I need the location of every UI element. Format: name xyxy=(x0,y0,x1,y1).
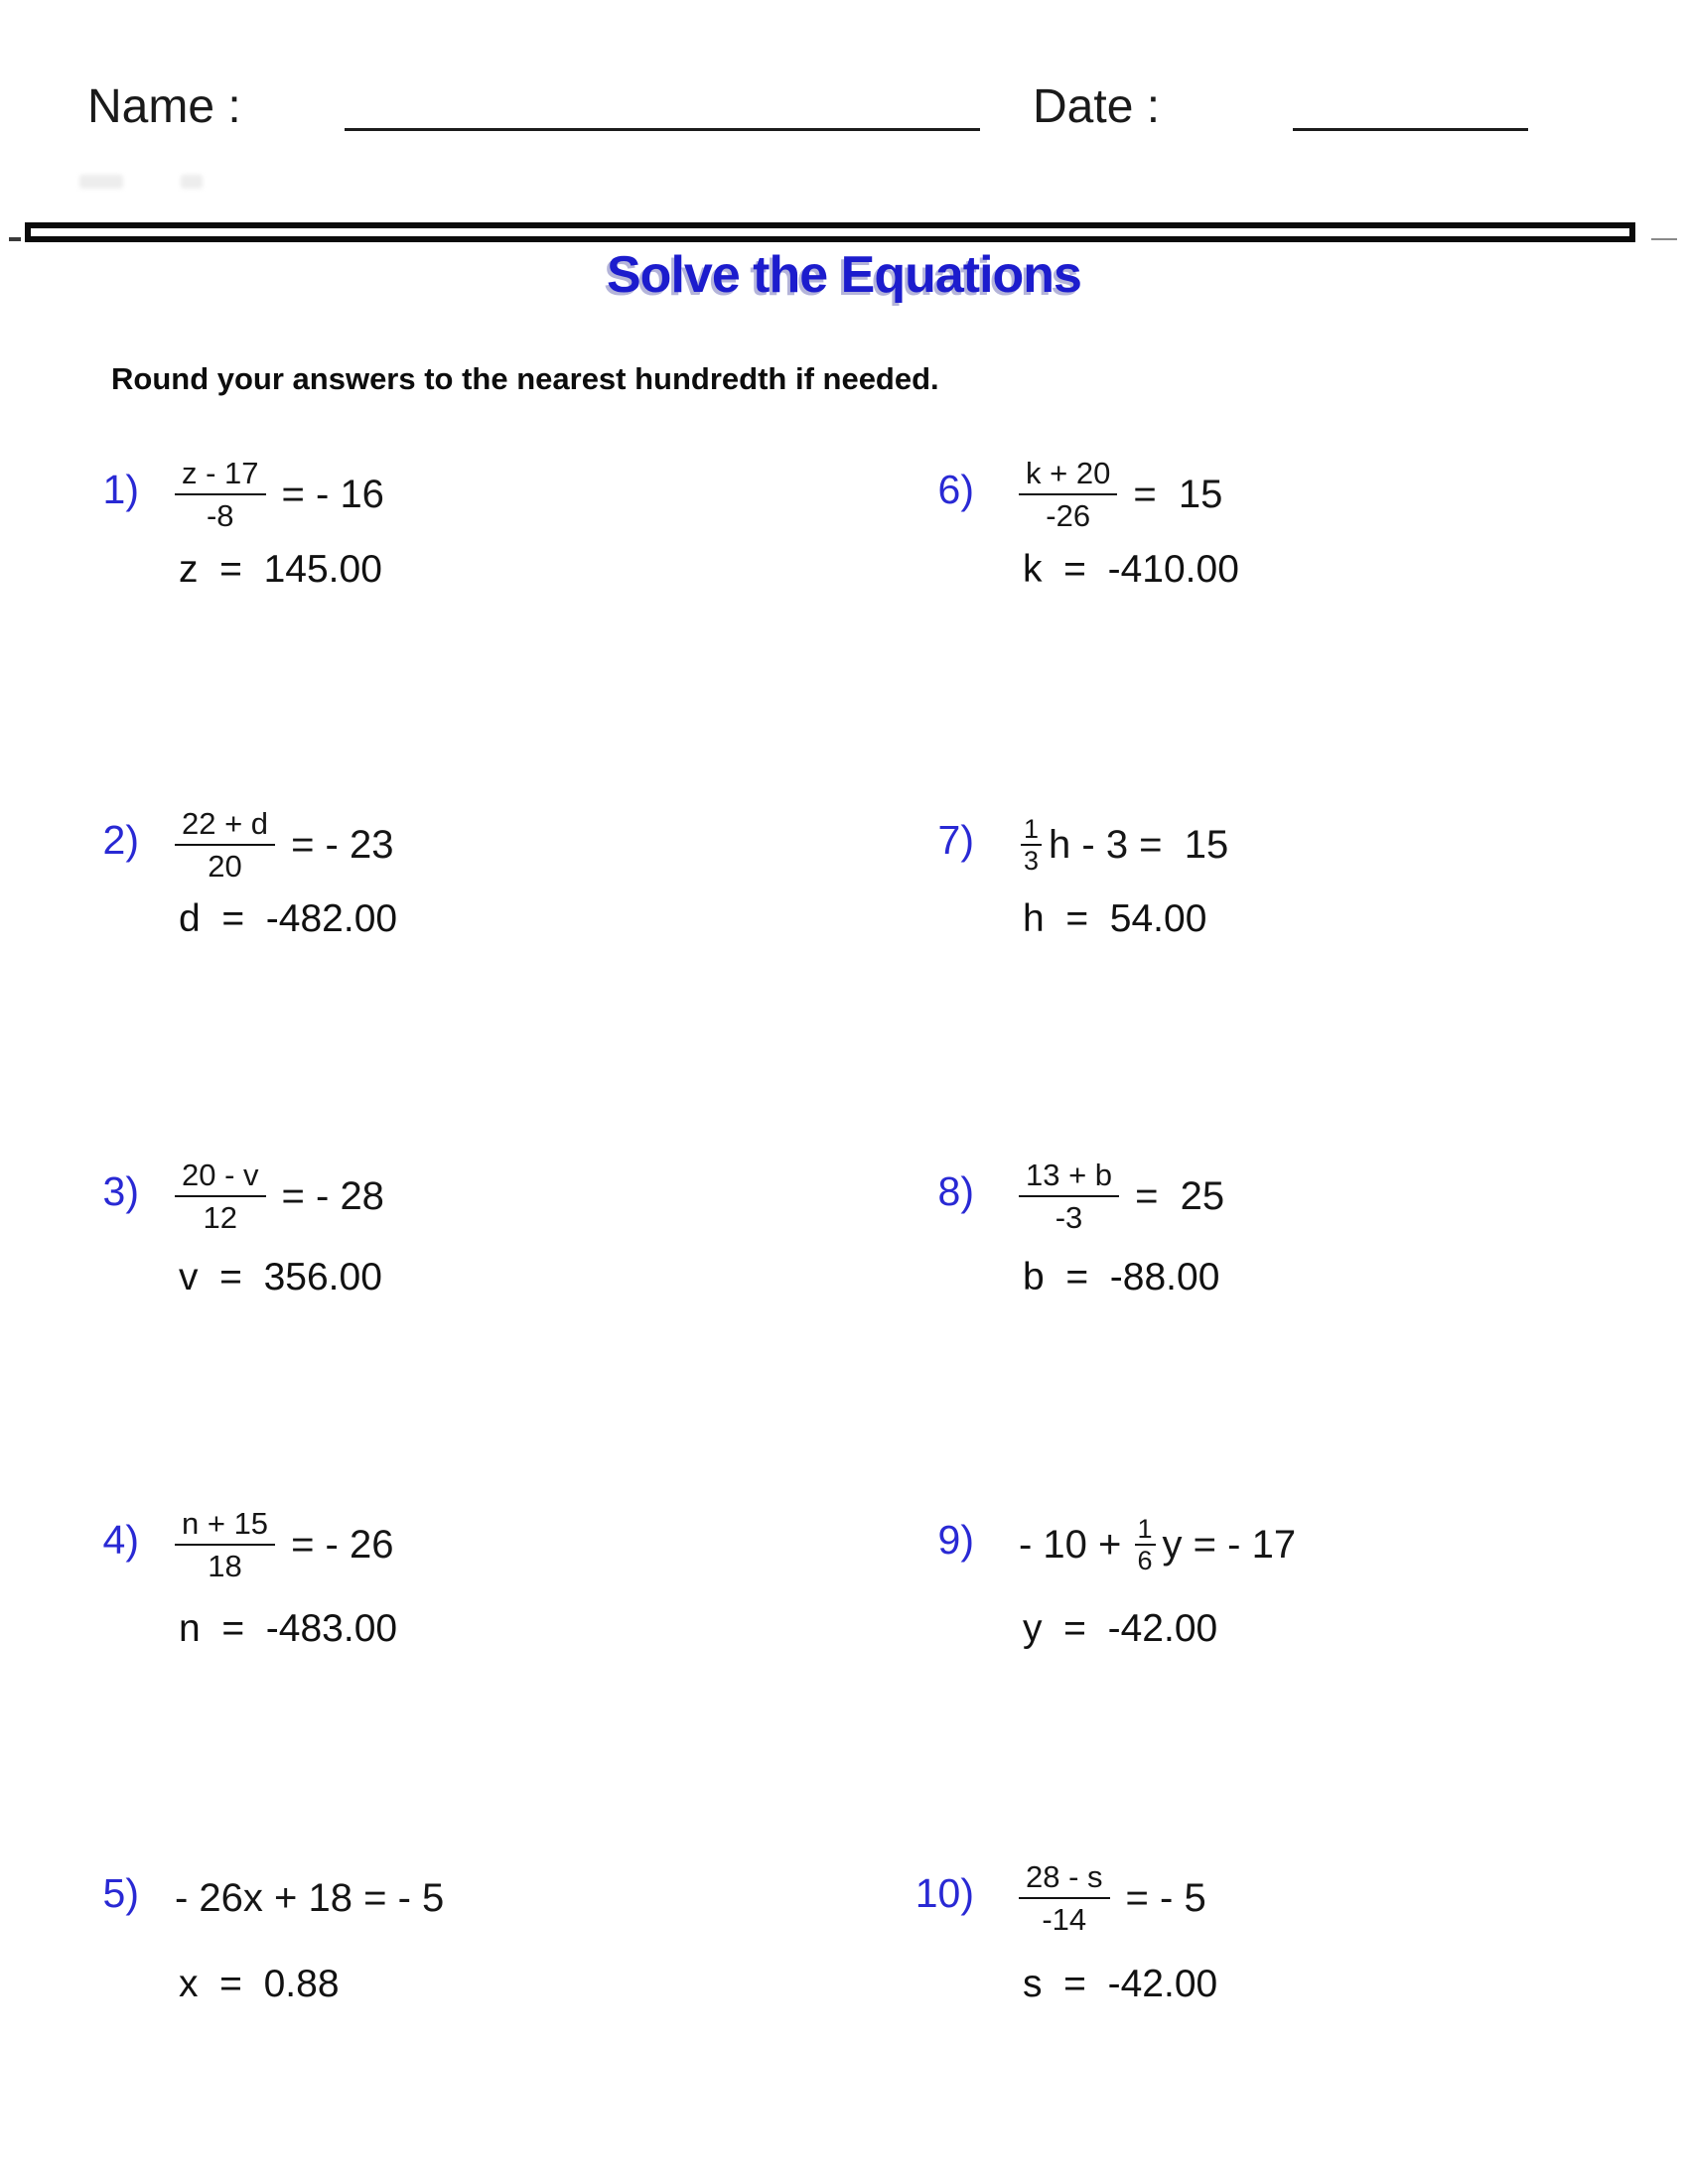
instruction-text: Round your answers to the nearest hundredth if needed. xyxy=(111,361,939,396)
small-fraction xyxy=(1021,815,1042,876)
fraction-denominator: 18 xyxy=(208,1549,242,1583)
equation-text: - 26x + 18 = - 5 xyxy=(175,1876,445,1920)
separator-left-dash xyxy=(9,237,21,241)
small-fraction xyxy=(1135,1515,1156,1575)
equation-text: = - 5 xyxy=(1125,1876,1206,1920)
fraction-numerator: n + 15 xyxy=(182,1505,269,1541)
name-label: Name : xyxy=(87,80,241,133)
problem-number: 6) xyxy=(937,467,974,512)
fraction-bar xyxy=(1019,493,1117,495)
answer-line: k = -410.00 xyxy=(1023,548,1239,591)
equation-text: = 25 xyxy=(1135,1174,1225,1218)
fraction-bar xyxy=(1019,1897,1110,1899)
equation xyxy=(1019,1485,1296,1604)
problem-number: 9) xyxy=(937,1517,974,1563)
date-label: Date : xyxy=(1033,80,1161,133)
fraction-denominator: -14 xyxy=(1042,1902,1087,1937)
equation-text: = - 16 xyxy=(281,473,384,516)
equation-text: = - 23 xyxy=(291,823,394,867)
equation xyxy=(1019,1137,1224,1256)
answer-line: n = -483.00 xyxy=(179,1607,398,1650)
fraction xyxy=(1019,1858,1110,1938)
problem-number: 5) xyxy=(102,1870,139,1916)
problem-number: 1) xyxy=(102,467,139,512)
separator-double-line xyxy=(25,222,1635,242)
equation xyxy=(1019,435,1222,554)
name-blank-line xyxy=(345,128,980,131)
equation-text: - 10 + xyxy=(1019,1523,1133,1567)
problem-number: 7) xyxy=(937,817,974,863)
fraction-bar xyxy=(175,493,266,495)
fraction xyxy=(175,805,275,885)
equation-text: = - 28 xyxy=(281,1174,384,1218)
fraction-bar xyxy=(175,844,275,846)
fraction-bar xyxy=(1019,1195,1119,1197)
fraction-bar xyxy=(175,1195,266,1197)
fraction-numerator: 1 xyxy=(1137,1513,1153,1544)
fraction-numerator: 13 + b xyxy=(1026,1157,1113,1192)
equation xyxy=(175,1485,393,1604)
faint-smudge xyxy=(181,175,203,189)
equation-text: y = - 17 xyxy=(1162,1523,1297,1567)
fraction xyxy=(175,455,266,534)
equation xyxy=(175,785,393,904)
fraction-numerator: 20 - v xyxy=(182,1157,259,1192)
fraction xyxy=(1019,455,1117,534)
fraction-numerator: 22 + d xyxy=(182,805,269,841)
fraction-denominator: 6 xyxy=(1137,1546,1153,1575)
fraction-numerator: 1 xyxy=(1024,813,1040,844)
answer-line: s = -42.00 xyxy=(1023,1963,1218,2005)
faint-smudge xyxy=(79,175,123,189)
answer-line: x = 0.88 xyxy=(179,1963,340,2005)
page-title: Solve the Equations xyxy=(607,246,1081,304)
fraction-numerator: 28 - s xyxy=(1026,1858,1103,1894)
answer-line: z = 145.00 xyxy=(179,548,382,591)
fraction-denominator: -8 xyxy=(206,498,234,533)
answer-line: v = 356.00 xyxy=(179,1256,382,1298)
fraction-denominator: -3 xyxy=(1055,1200,1083,1235)
answer-line: y = -42.00 xyxy=(1023,1607,1218,1650)
fraction-numerator: k + 20 xyxy=(1026,455,1111,490)
answer-line: h = 54.00 xyxy=(1023,897,1207,940)
equation xyxy=(175,1137,384,1256)
answer-line: b = -88.00 xyxy=(1023,1256,1220,1298)
fraction-denominator: 12 xyxy=(203,1200,237,1235)
answer-line: d = -482.00 xyxy=(179,897,398,940)
fraction-bar xyxy=(175,1544,275,1546)
fraction-denominator: 20 xyxy=(208,849,242,884)
problem-number: 4) xyxy=(102,1517,139,1563)
fraction-denominator: 3 xyxy=(1024,846,1040,876)
equation-text: = - 26 xyxy=(291,1523,394,1567)
fraction xyxy=(175,1505,275,1584)
fraction xyxy=(175,1157,266,1236)
equation xyxy=(1019,785,1228,904)
fraction-numerator: z - 17 xyxy=(182,455,259,490)
date-blank-line xyxy=(1293,128,1528,131)
equation xyxy=(1019,1839,1206,1958)
fraction xyxy=(1019,1157,1119,1236)
separator-right-dash xyxy=(1651,238,1677,240)
equation xyxy=(175,1839,444,1958)
problem-number: 3) xyxy=(102,1168,139,1214)
equation-text: h - 3 = 15 xyxy=(1049,823,1229,867)
fraction-denominator: -26 xyxy=(1046,498,1091,533)
equation-text: = 15 xyxy=(1133,473,1223,516)
equation xyxy=(175,435,384,554)
problem-number: 8) xyxy=(937,1168,974,1214)
problem-number: 2) xyxy=(102,817,139,863)
problem-number: 10) xyxy=(914,1870,974,1916)
